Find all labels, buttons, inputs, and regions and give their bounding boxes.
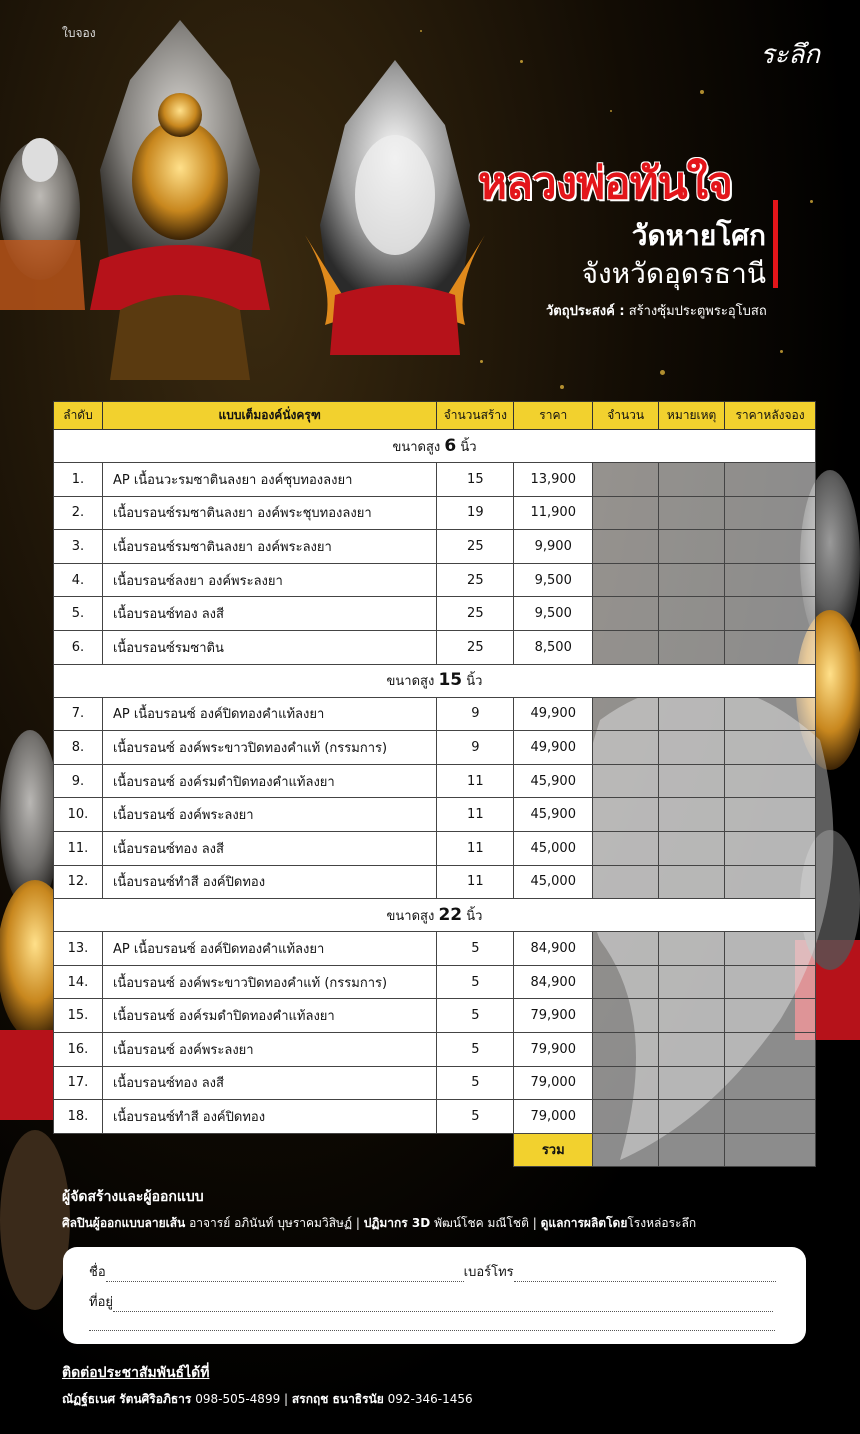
row-model-name: เนื้อบรอนซ์ องค์รมดำปิดทองคำแท้ลงยา — [102, 764, 436, 798]
row-amount-input[interactable] — [593, 563, 659, 597]
total-amount-input[interactable] — [593, 1133, 659, 1167]
header-col-model: แบบเต็มองค์นั่งครุฑ — [102, 402, 436, 430]
statue-center-image — [295, 55, 495, 375]
table-row — [54, 831, 816, 865]
creators-line — [62, 1214, 696, 1233]
section-size-unit: นิ้ว — [466, 674, 483, 690]
row-number: 2. — [54, 496, 103, 530]
row-price: 45,900 — [514, 798, 593, 832]
row-number: 5. — [54, 597, 103, 631]
row-number: 10. — [54, 798, 103, 832]
row-number: 4. — [54, 563, 103, 597]
row-model-name: เนื้อบรอนซ์ทอง ลงสี — [102, 1066, 436, 1100]
contact-block — [62, 1362, 473, 1409]
role-designer: ศิลปินผู้ออกแบบลายเส้น — [62, 1216, 186, 1230]
row-price: 84,900 — [514, 932, 593, 966]
row-model-name: เนื้อบรอนซ์ องค์พระขาวปิดทองคำแท้ (กรรมการ) — [102, 731, 436, 765]
row-quantity-made: 11 — [437, 764, 514, 798]
row-number: 12. — [54, 865, 103, 899]
section-size-unit: นิ้ว — [460, 439, 477, 455]
row-quantity-made: 15 — [437, 463, 514, 497]
person-designer: อาจารย์ อภินันท์ บุษราคมวิสิษฏ์ — [189, 1216, 352, 1230]
main-title: หลวงพ่อทันใจ — [478, 158, 732, 209]
row-after-booking-input[interactable] — [725, 630, 816, 664]
table-row — [54, 496, 816, 530]
row-price: 49,900 — [514, 731, 593, 765]
row-amount-input[interactable] — [593, 597, 659, 631]
row-price: 13,900 — [514, 463, 593, 497]
row-note-input[interactable] — [659, 731, 725, 765]
row-price: 11,900 — [514, 496, 593, 530]
form-row-address-2 — [89, 1319, 775, 1331]
table-row — [54, 965, 816, 999]
row-model-name: เนื้อบรอนซ์ องค์พระขาวปิดทองคำแท้ (กรรมการ) — [102, 965, 436, 999]
row-amount-input[interactable] — [593, 731, 659, 765]
row-amount-input[interactable] — [593, 831, 659, 865]
order-table — [53, 401, 816, 1167]
row-after-booking-input[interactable] — [725, 999, 816, 1033]
header-col-no: ลำดับ — [54, 402, 103, 430]
table-header-row — [54, 402, 816, 430]
separator: | — [284, 1392, 289, 1406]
row-price: 84,900 — [514, 965, 593, 999]
section-label — [54, 430, 816, 463]
row-note-input[interactable] — [659, 597, 725, 631]
row-model-name: AP เนื้อบรอนซ์ องค์ปิดทองคำแท้ลงยา — [102, 697, 436, 731]
row-price: 45,000 — [514, 865, 593, 899]
purpose-label: วัตถุประสงค์ : — [546, 304, 625, 319]
row-number: 14. — [54, 965, 103, 999]
contact-heading: ติดต่อประชาสัมพันธ์ได้ที่ — [62, 1365, 210, 1381]
row-note-input[interactable] — [659, 1032, 725, 1066]
row-quantity-made: 9 — [437, 697, 514, 731]
table-row — [54, 865, 816, 899]
row-model-name: เนื้อบรอนซ์รมซาตินลงยา องค์พระชุบทองลงยา — [102, 496, 436, 530]
total-note-input[interactable] — [659, 1133, 725, 1167]
row-model-name: เนื้อบรอนซ์ทำสี องค์ปิดทอง — [102, 865, 436, 899]
table-row — [54, 563, 816, 597]
contact-phone-2[interactable]: 092-346-1456 — [387, 1392, 473, 1406]
title-accent-bar — [773, 200, 778, 288]
row-amount-input[interactable] — [593, 865, 659, 899]
section-size-unit: นิ้ว — [466, 908, 483, 924]
row-quantity-made: 5 — [437, 999, 514, 1033]
row-number: 11. — [54, 831, 103, 865]
row-amount-input[interactable] — [593, 932, 659, 966]
empty-cell — [54, 1133, 103, 1167]
table-row — [54, 630, 816, 664]
row-note-input[interactable] — [659, 798, 725, 832]
row-price: 45,900 — [514, 764, 593, 798]
row-after-booking-input[interactable] — [725, 563, 816, 597]
row-model-name: เนื้อบรอนซ์ทอง ลงสี — [102, 831, 436, 865]
row-number: 9. — [54, 764, 103, 798]
contact-phone-1[interactable]: 098-505-4899 — [195, 1392, 281, 1406]
total-after-booking-input[interactable] — [725, 1133, 816, 1167]
row-amount-input[interactable] — [593, 630, 659, 664]
row-after-booking-input[interactable] — [725, 496, 816, 530]
brand-logo: ระลึก — [760, 40, 820, 70]
empty-cell — [437, 1133, 514, 1167]
row-price: 8,500 — [514, 630, 593, 664]
table-row — [54, 597, 816, 631]
person-sculptor: พัฒน์โชค มณีโชติ — [434, 1216, 529, 1230]
row-note-input[interactable] — [659, 965, 725, 999]
row-price: 9,500 — [514, 563, 593, 597]
header-col-amount: จำนวน — [593, 402, 659, 430]
table-row — [54, 463, 816, 497]
header-col-price: ราคา — [514, 402, 593, 430]
section-size-value: 15 — [438, 670, 463, 691]
row-price: 49,900 — [514, 697, 593, 731]
row-amount-input[interactable] — [593, 697, 659, 731]
header-col-price-after-booking: ราคาหลังจอง — [725, 402, 816, 430]
row-quantity-made: 11 — [437, 831, 514, 865]
row-number: 1. — [54, 463, 103, 497]
separator: | — [355, 1216, 360, 1230]
row-note-input[interactable] — [659, 1066, 725, 1100]
row-note-input[interactable] — [659, 530, 725, 564]
role-sculptor: ปฏิมากร 3D — [363, 1216, 431, 1230]
row-model-name: เนื้อบรอนซ์ทอง ลงสี — [102, 597, 436, 631]
row-quantity-made: 11 — [437, 798, 514, 832]
row-quantity-made: 5 — [437, 932, 514, 966]
table-row — [54, 932, 816, 966]
row-after-booking-input[interactable] — [725, 798, 816, 832]
row-number: 7. — [54, 697, 103, 731]
header-col-note: หมายเหตุ — [659, 402, 725, 430]
section-size-label: ขนาดสูง — [386, 674, 435, 690]
province-name: จังหวัดอุดรธานี — [581, 257, 766, 290]
creators-block — [62, 1186, 696, 1233]
booking-form — [63, 1247, 806, 1344]
table-row — [54, 1032, 816, 1066]
row-price: 9,500 — [514, 597, 593, 631]
row-note-input[interactable] — [659, 630, 725, 664]
row-price: 79,900 — [514, 999, 593, 1033]
row-quantity-made: 5 — [437, 1032, 514, 1066]
section-size-label: ขนาดสูง — [392, 439, 441, 455]
row-quantity-made: 5 — [437, 965, 514, 999]
row-note-input[interactable] — [659, 865, 725, 899]
table-row — [54, 1100, 816, 1134]
row-note-input[interactable] — [659, 831, 725, 865]
row-amount-input[interactable] — [593, 965, 659, 999]
row-number: 13. — [54, 932, 103, 966]
row-amount-input[interactable] — [593, 463, 659, 497]
row-price: 45,000 — [514, 831, 593, 865]
contact-line — [62, 1390, 473, 1409]
row-after-booking-input[interactable] — [725, 1032, 816, 1066]
temple-name: วัดหายโศก — [631, 219, 766, 252]
contact-name-1: ณัฏฐ์ธเนศ รัตนศิริอภิธาร — [62, 1392, 192, 1406]
address-label: ที่อยู่ — [89, 1295, 113, 1310]
phone-label: เบอร์โทร — [463, 1265, 514, 1280]
row-quantity-made: 11 — [437, 865, 514, 899]
row-note-input[interactable] — [659, 463, 725, 497]
row-after-booking-input[interactable] — [725, 597, 816, 631]
section-header-row — [54, 664, 816, 697]
total-row — [54, 1133, 816, 1167]
separator: | — [532, 1216, 537, 1230]
row-number: 6. — [54, 630, 103, 664]
row-number: 3. — [54, 530, 103, 564]
row-model-name: AP เนื้อบรอนซ์ องค์ปิดทองคำแท้ลงยา — [102, 932, 436, 966]
section-header-row — [54, 430, 816, 463]
row-amount-input[interactable] — [593, 1100, 659, 1134]
row-quantity-made: 19 — [437, 496, 514, 530]
section-size-value: 22 — [438, 904, 463, 925]
row-note-input[interactable] — [659, 764, 725, 798]
row-note-input[interactable] — [659, 496, 725, 530]
table-row — [54, 798, 816, 832]
table-body — [54, 430, 816, 1167]
row-model-name: AP เนื้อนวะรมซาตินลงยา องค์ชุบทองลงยา — [102, 463, 436, 497]
row-number: 16. — [54, 1032, 103, 1066]
statue-left-image — [0, 10, 320, 410]
name-label: ชื่อ — [89, 1265, 106, 1280]
document-label: ใบจอง — [62, 26, 96, 40]
name-field[interactable] — [106, 1270, 464, 1282]
row-after-booking-input[interactable] — [725, 865, 816, 899]
table-row — [54, 530, 816, 564]
row-after-booking-input[interactable] — [725, 1066, 816, 1100]
row-number: 8. — [54, 731, 103, 765]
section-header-row — [54, 899, 816, 932]
form-row-address — [89, 1291, 773, 1312]
table-row — [54, 764, 816, 798]
row-model-name: เนื้อบรอนซ์ องค์พระลงยา — [102, 798, 436, 832]
row-model-name: เนื้อบรอนซ์ลงยา องค์พระลงยา — [102, 563, 436, 597]
section-label — [54, 664, 816, 697]
row-quantity-made: 25 — [437, 597, 514, 631]
row-quantity-made: 9 — [437, 731, 514, 765]
row-amount-input[interactable] — [593, 764, 659, 798]
section-size-value: 6 — [444, 435, 457, 456]
row-after-booking-input[interactable] — [725, 932, 816, 966]
row-amount-input[interactable] — [593, 1032, 659, 1066]
row-price: 9,900 — [514, 530, 593, 564]
role-production: ดูแลการผลิตโดย — [540, 1216, 628, 1230]
row-amount-input[interactable] — [593, 798, 659, 832]
row-note-input[interactable] — [659, 999, 725, 1033]
row-quantity-made: 25 — [437, 530, 514, 564]
table-row — [54, 999, 816, 1033]
address-field[interactable] — [113, 1300, 773, 1312]
person-production: โรงหล่อระลึก — [627, 1216, 697, 1230]
row-after-booking-input[interactable] — [725, 831, 816, 865]
row-note-input[interactable] — [659, 697, 725, 731]
row-after-booking-input[interactable] — [725, 530, 816, 564]
phone-field[interactable] — [514, 1270, 776, 1282]
row-after-booking-input[interactable] — [725, 1100, 816, 1134]
row-number: 17. — [54, 1066, 103, 1100]
section-label — [54, 899, 816, 932]
table-row — [54, 731, 816, 765]
table-row — [54, 1066, 816, 1100]
row-amount-input[interactable] — [593, 999, 659, 1033]
row-amount-input[interactable] — [593, 496, 659, 530]
row-amount-input[interactable] — [593, 530, 659, 564]
row-number: 18. — [54, 1100, 103, 1134]
row-price: 79,900 — [514, 1032, 593, 1066]
row-model-name: เนื้อบรอนซ์รมซาตินลงยา องค์พระลงยา — [102, 530, 436, 564]
table-row — [54, 697, 816, 731]
row-after-booking-input[interactable] — [725, 463, 816, 497]
row-quantity-made: 25 — [437, 630, 514, 664]
row-after-booking-input[interactable] — [725, 965, 816, 999]
row-after-booking-input[interactable] — [725, 697, 816, 731]
row-price: 79,000 — [514, 1066, 593, 1100]
section-size-label: ขนาดสูง — [386, 908, 435, 924]
row-price: 79,000 — [514, 1100, 593, 1134]
row-quantity-made: 5 — [437, 1066, 514, 1100]
purpose-text: สร้างซุ้มประตูพระอุโบสถ — [628, 304, 767, 319]
row-note-input[interactable] — [659, 1100, 725, 1134]
contact-name-2: สรกฤช ธนาธิรนัย — [291, 1392, 384, 1406]
form-row-name — [89, 1261, 776, 1282]
row-quantity-made: 5 — [437, 1100, 514, 1134]
row-quantity-made: 25 — [437, 563, 514, 597]
row-model-name: เนื้อบรอนซ์ องค์รมดำปิดทองคำแท้ลงยา — [102, 999, 436, 1033]
empty-cell — [102, 1133, 436, 1167]
row-note-input[interactable] — [659, 932, 725, 966]
row-model-name: เนื้อบรอนซ์ องค์พระลงยา — [102, 1032, 436, 1066]
address-field-2[interactable] — [89, 1319, 775, 1331]
row-note-input[interactable] — [659, 563, 725, 597]
row-model-name: เนื้อบรอนซ์ทำสี องค์ปิดทอง — [102, 1100, 436, 1134]
row-amount-input[interactable] — [593, 1066, 659, 1100]
row-number: 15. — [54, 999, 103, 1033]
row-model-name: เนื้อบรอนซ์รมซาติน — [102, 630, 436, 664]
creators-heading: ผู้จัดสร้างและผู้ออกแบบ — [62, 1189, 204, 1205]
row-after-booking-input[interactable] — [725, 764, 816, 798]
total-label: รวม — [514, 1133, 593, 1167]
row-after-booking-input[interactable] — [725, 731, 816, 765]
header-col-quantity-made: จำนวนสร้าง — [437, 402, 514, 430]
purpose-line — [546, 300, 767, 321]
